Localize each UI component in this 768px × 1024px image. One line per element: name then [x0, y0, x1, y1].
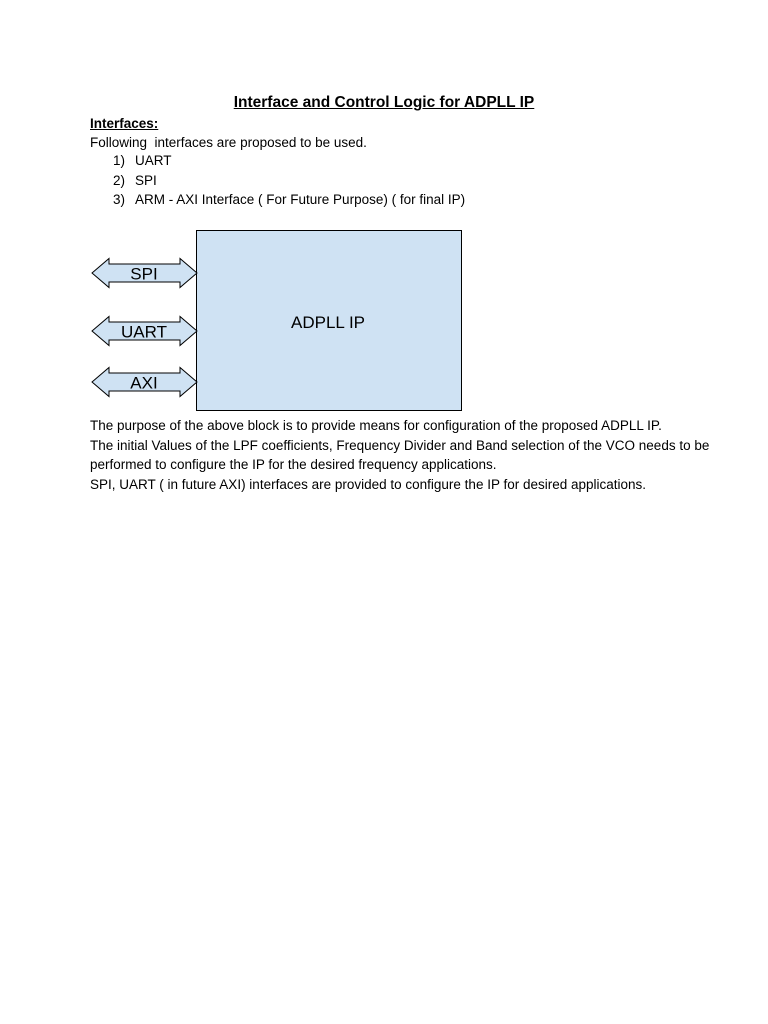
adpll-ip-block-label: ADPLL IP — [290, 313, 366, 332]
list-item-number: 2) — [113, 172, 126, 188]
description-paragraph: SPI, UART ( in future AXI) interfaces are provided to configure the IP for desired applications. — [90, 476, 647, 492]
list-item-label: SPI — [135, 172, 157, 188]
description-paragraph: The initial Values of the LPF coefficients, Frequency Divider and Band selection of the VCO needs to be performed to configure the IP for the desired frequency applications. — [90, 437, 710, 472]
description-paragraph: The purpose of the above block is to provide means for configuration of the proposed ADPLL IP. — [90, 418, 662, 433]
spi-arrow — [92, 259, 197, 288]
spi-arrow-label: SPI — [130, 264, 158, 284]
list-item-label: UART — [135, 153, 172, 168]
list-item-label: ARM - AXI Interface ( For Future Purpose) ( for final IP) — [135, 192, 466, 207]
interfaces-heading: Interfaces: — [90, 116, 159, 131]
interface-block-diagram — [0, 0, 768, 420]
uart-arrow — [92, 317, 197, 346]
axi-arrow-label: AXI — [130, 373, 158, 393]
document-title: Interface and Control Logic for ADPLL IP — [233, 94, 535, 111]
interfaces-intro: Following interfaces are proposed to be used. — [90, 135, 367, 150]
uart-arrow-label: UART — [121, 322, 167, 342]
description-text — [90, 416, 730, 494]
list-item-number: 3) — [113, 192, 126, 207]
list-item-number: 1) — [113, 153, 126, 168]
axi-arrow — [92, 368, 197, 397]
